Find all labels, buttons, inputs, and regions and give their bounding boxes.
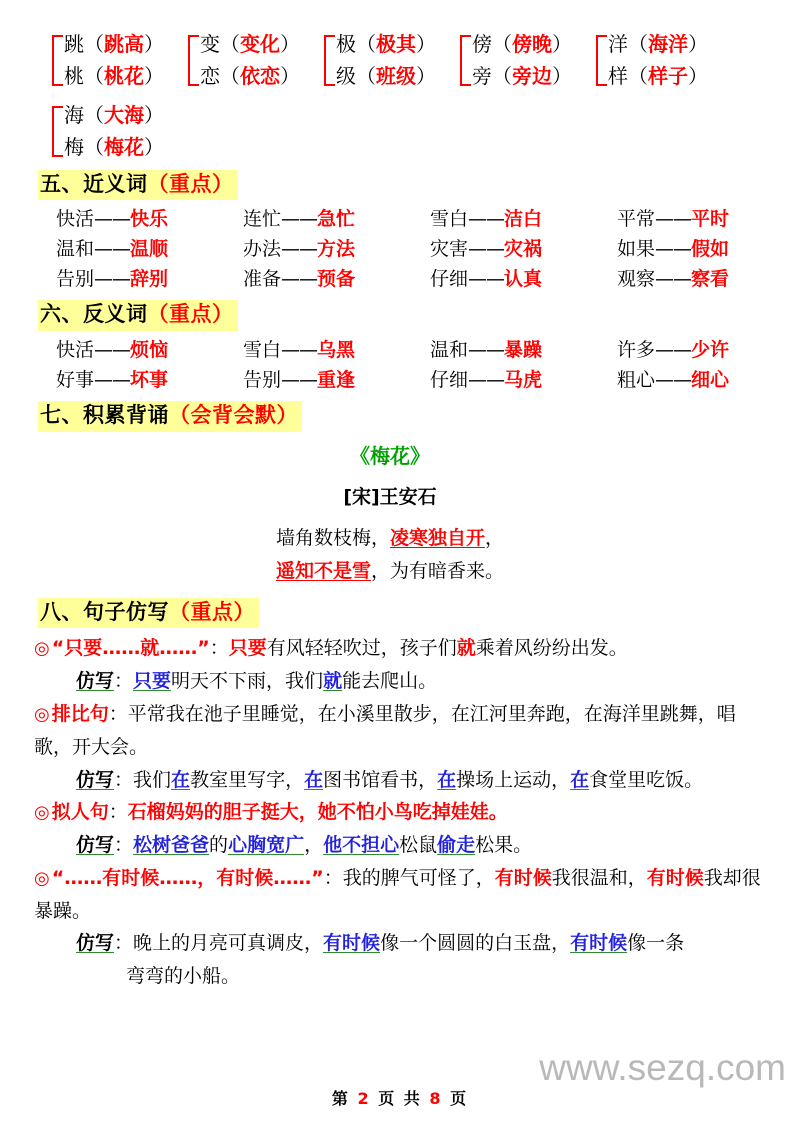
poem-title: 《梅花》 [350,443,430,468]
imitation-answer-segment: 在 [304,768,324,791]
poem-line-2-plain: ，为有暗香来。 [371,559,505,582]
imitation-example-segment: 我的脾气可怪了， [342,866,495,889]
bullet-icon: ◎ [34,638,50,660]
pair-bracket [596,35,607,86]
synonym-right-word: 方法 [317,238,356,261]
section-heading-synonyms-main: 五、近义词 [40,171,148,196]
antonym-right-word: 细心 [691,369,730,392]
pair-word: 大海 [104,102,144,127]
imitation-answer-label: 仿写 [76,670,115,693]
antonym-left-word: 告别 [243,369,282,392]
section-recitation-header [38,401,770,432]
imitation-answer-line [76,829,770,862]
paren-open: （ [84,32,104,56]
synonym-dash: —— [94,238,131,261]
imitation-answer-colon: ： [114,932,134,955]
section-antonyms-header [38,300,770,331]
imitation-answer-line [76,764,770,797]
imitation-answer-colon: ： [114,834,134,857]
character-pair-group [460,28,572,93]
imitation-example-segment: 我很温和， [551,866,647,889]
character-pair-line [472,28,572,60]
synonym-right-word: 快乐 [130,208,169,231]
synonym-pair [243,264,430,294]
imitation-answer-line [76,665,770,698]
synonym-row [56,234,770,264]
paren-close: ） [688,64,708,89]
synonym-right-word: 平时 [691,208,730,231]
antonym-left-word: 温和 [430,339,469,362]
synonym-row [56,204,770,234]
imitation-example-segment: 有时候 [646,866,704,889]
imitation-pattern-label: “……有时候……，有时候……” [51,866,324,889]
antonym-pair [617,335,800,365]
synonym-left-word: 雪白 [430,208,469,231]
synonym-right-word: 察看 [691,268,730,291]
imitation-separator: ： [108,702,128,725]
pair-bracket [324,35,335,86]
synonym-right-word: 假如 [691,238,730,261]
section-heading-antonyms-note: （重点） [147,302,234,327]
synonym-right-word: 洁白 [504,208,543,231]
pair-word: 样子 [648,64,688,89]
paren-close: ） [688,32,708,56]
character-pairs-section [30,28,770,164]
imitation-example-line [34,862,770,928]
synonym-dash: —— [94,208,131,231]
paren-close: ） [144,135,164,160]
synonym-right-word: 温顺 [130,238,169,261]
character-pair-group [52,28,164,93]
character-pair-line [64,131,164,163]
bullet-icon: ◎ [34,802,50,824]
imitation-answer-segment: 有时候 [570,932,628,955]
pair-base-character: 级 [336,64,356,89]
imitation-answer-segment: 松树爸爸 [133,834,210,857]
imitation-example-segment: 就 [456,637,476,660]
footer-prefix: 第 [331,1089,350,1108]
imitation-example-line [34,632,770,665]
pair-lines [200,28,300,93]
synonym-left-word: 快活 [56,208,95,231]
imitation-example-line [34,698,770,764]
antonym-left-word: 许多 [617,339,656,362]
section-heading-imitation [38,598,259,629]
antonym-dash: —— [94,339,131,362]
synonym-row [56,264,770,294]
antonym-dash: —— [468,369,505,392]
antonym-pair [56,365,243,395]
imitation-answer-colon: ： [114,670,134,693]
synonym-right-word: 预备 [317,268,356,291]
site-watermark: www.sezq.com [539,1047,786,1088]
pair-base-character: 变 [200,32,220,56]
bullet-icon: ◎ [34,867,50,889]
imitation-example-segment: 乘着风纷纷出发。 [475,637,628,660]
pair-base-character: 旁 [472,64,492,89]
imitation-answer-continuation: 弯弯的小船。 [126,965,241,988]
paren-open: （ [356,64,376,89]
antonym-right-word: 马虎 [504,369,543,392]
synonym-left-word: 温和 [56,238,95,261]
pair-word: 变化 [240,32,280,56]
character-pair-group [52,99,164,164]
imitation-answer-segment: 心胸宽广 [228,834,305,857]
character-pair-line [608,28,708,60]
imitation-pattern-label: “只要……就……” [51,637,210,660]
imitation-answer-label: 仿写 [76,768,115,791]
poem-block [30,440,770,588]
antonym-right-word: 重逢 [317,369,356,392]
character-pair-group [188,28,300,93]
synonym-pair [430,234,617,264]
imitation-answer-segment: 晚上的月亮可真调皮， [133,932,324,955]
imitation-answer-segment: 能去爬山。 [342,670,438,693]
pair-lines [472,28,572,93]
imitation-answer-segment: 操场上运动， [456,768,571,791]
paren-close: ） [280,64,300,89]
paren-open: （ [84,102,104,127]
synonym-left-word: 告别 [56,268,95,291]
pair-word: 桃花 [104,64,144,89]
paren-close: ） [552,64,572,89]
antonym-dash: —— [655,339,692,362]
poem-line-1 [10,522,770,555]
poem-author: [宋]王安石 [343,485,437,508]
synonym-pair [243,234,430,264]
imitation-example-line [34,796,770,829]
section-heading-recitation [38,401,302,432]
pair-base-character: 傍 [472,32,492,56]
pair-base-character: 样 [608,64,628,89]
imitation-answer-segment: 食堂里吃饭。 [589,768,704,791]
synonym-right-word: 认真 [504,268,543,291]
synonym-pair [56,234,243,264]
pair-word: 极其 [376,32,416,56]
synonym-dash: —— [94,268,131,291]
imitation-example-segment: 平常我在池子里睡觉，在小溪里散步，在江河里奔跑，在海洋里跳舞，唱歌，开大会。 [34,702,736,758]
antonyms-grid [56,335,770,395]
synonym-dash: —— [655,238,692,261]
synonym-right-word: 辞别 [130,268,169,291]
section-heading-imitation-note: （重点） [169,599,255,624]
antonym-row [56,365,770,395]
synonym-dash: —— [281,268,318,291]
antonym-row [56,335,770,365]
synonym-dash: —— [468,208,505,231]
synonym-dash: —— [281,208,318,231]
synonym-pair [430,264,617,294]
synonym-pair [617,264,800,294]
imitation-answer-colon: ： [114,768,134,791]
character-pair-line [608,60,708,92]
synonym-left-word: 观察 [617,268,656,291]
imitation-answer-segment: 有时候 [323,932,381,955]
pair-base-character: 海 [64,102,84,127]
paren-close: ） [144,32,164,56]
synonym-pair [430,204,617,234]
character-pair-line [336,60,436,92]
synonym-left-word: 连忙 [243,208,282,231]
imitation-answer-segment: 他不担心 [323,834,400,857]
imitation-answer-segment: 像一条 [627,932,685,955]
footer-mid: 页 共 [378,1089,422,1108]
paren-close: ） [416,32,436,56]
section-heading-imitation-main: 八、句子仿写 [40,599,169,624]
pair-bracket [460,35,471,86]
section-heading-recitation-main: 七、积累背诵 [40,403,169,428]
antonym-pair [243,365,430,395]
character-pair-line [64,28,164,60]
footer-page-number: 2 [357,1089,371,1108]
poem-line-1-plain-a: 墙角数枝梅， [275,527,390,550]
paren-open: （ [356,32,376,56]
imitation-answer-segment: 只要 [133,670,172,693]
character-pair-line [472,60,572,92]
synonym-pair [243,204,430,234]
synonym-dash: —— [468,268,505,291]
antonym-left-word: 仔细 [430,369,469,392]
imitation-answer-segment: 偷走 [437,834,476,857]
paren-close: ） [144,102,164,127]
paren-close: ） [416,64,436,89]
paren-open: （ [220,64,240,89]
synonym-right-word: 灾祸 [504,238,543,261]
footer-suffix: 页 [450,1089,469,1108]
section-synonyms-header [38,170,770,201]
section-heading-recitation-note: （会背会默） [169,403,298,428]
antonym-pair [243,335,430,365]
imitation-answer-segment: 松果。 [475,834,533,857]
pair-word: 依恋 [240,64,280,89]
imitation-answer-label: 仿写 [76,932,115,955]
paren-open: （ [628,64,648,89]
pair-lines [64,99,164,164]
pair-base-character: 桃 [64,64,84,89]
section-heading-synonyms [38,170,238,201]
section-heading-antonyms [38,300,238,331]
imitation-answer-segment: 像一个圆圆的白玉盘， [380,932,571,955]
synonym-left-word: 平常 [617,208,656,231]
character-pair-line [64,60,164,92]
paren-open: （ [84,135,104,160]
poem-line-2 [10,555,770,588]
character-pairs-row [52,28,770,93]
imitation-items [30,632,770,993]
antonym-right-word: 坏事 [130,369,169,392]
synonym-dash: —— [281,238,318,261]
imitation-answer-segment: 明天不下雨，我们 [171,670,324,693]
paren-close: ） [552,32,572,56]
antonym-dash: —— [281,339,318,362]
pair-lines [64,28,164,93]
bullet-icon: ◎ [34,703,50,725]
paren-open: （ [220,32,240,56]
page-footer [0,1086,800,1109]
antonym-pair [56,335,243,365]
imitation-answer-segment: 我们 [133,768,172,791]
antonym-left-word: 粗心 [617,369,656,392]
character-pair-group [324,28,436,93]
imitation-answer-segment: 在 [437,768,457,791]
antonym-left-word: 雪白 [243,339,282,362]
antonym-pair [617,365,800,395]
antonym-dash: —— [655,369,692,392]
synonym-left-word: 仔细 [430,268,469,291]
section-imitation-header [38,598,770,629]
pair-bracket [52,106,63,157]
antonym-left-word: 好事 [56,369,95,392]
antonym-right-word: 少许 [691,339,730,362]
pair-bracket [52,35,63,86]
synonym-right-word: 急忙 [317,208,356,231]
poem-line-1-emphasis: 凌寒独自开 [389,527,485,550]
footer-total-pages: 8 [429,1089,443,1108]
imitation-answer-segment: 松鼠 [399,834,438,857]
character-pair-line [200,60,300,92]
imitation-answer-label: 仿写 [76,834,115,857]
imitation-separator: ： [209,637,229,660]
antonym-pair [430,365,617,395]
synonym-pair [56,264,243,294]
paren-open: （ [492,32,512,56]
synonym-left-word: 办法 [243,238,282,261]
pair-word: 跳高 [104,32,144,56]
antonym-dash: —— [468,339,505,362]
synonym-dash: —— [468,238,505,261]
paren-close: ） [280,32,300,56]
paren-open: （ [84,64,104,89]
paren-open: （ [628,32,648,56]
imitation-pattern-label: 拟人句 [51,801,109,824]
imitation-example-segment: 有风轻轻吹过，孩子们 [266,637,457,660]
paren-open: （ [492,64,512,89]
pair-base-character: 洋 [608,32,628,56]
character-pair-line [64,99,164,131]
synonym-pair [617,234,800,264]
synonym-left-word: 灾害 [430,238,469,261]
pair-base-character: 极 [336,32,356,56]
synonym-left-word: 准备 [243,268,282,291]
antonym-dash: —— [281,369,318,392]
antonym-left-word: 快活 [56,339,95,362]
pair-word: 海洋 [648,32,688,56]
imitation-answer-segment: 图书馆看书， [323,768,438,791]
paren-close: ） [144,64,164,89]
character-pair-line [336,28,436,60]
antonym-dash: —— [94,369,131,392]
synonym-pair [56,204,243,234]
character-pair-line [200,28,300,60]
section-heading-antonyms-main: 六、反义词 [40,302,148,327]
imitation-answer-segment: 在 [570,768,590,791]
pair-lines [336,28,436,93]
antonym-right-word: 暴躁 [504,339,543,362]
imitation-answer-segment: 的 [209,834,229,857]
pair-base-character: 梅 [64,135,84,160]
pair-word: 班级 [376,64,416,89]
section-heading-synonyms-note: （重点） [147,171,234,196]
pair-base-character: 跳 [64,32,84,56]
pair-word: 傍晚 [512,32,552,56]
character-pair-group [596,28,708,93]
imitation-separator: ： [323,866,343,889]
imitation-answer-line [76,927,770,960]
imitation-answer-segment: 在 [171,768,191,791]
pair-base-character: 恋 [200,64,220,89]
synonym-pair [617,204,800,234]
character-pairs-row [52,99,770,164]
imitation-separator: ： [108,801,128,824]
imitation-pattern-label: 排比句 [51,702,109,725]
poem-line-2-emphasis: 遥知不是雪 [275,559,371,582]
antonym-right-word: 烦恼 [130,339,169,362]
antonym-pair [430,335,617,365]
imitation-answer-segment: ， [304,834,324,857]
pair-lines [608,28,708,93]
pair-bracket [188,35,199,86]
antonym-right-word: 乌黑 [317,339,356,362]
imitation-example-segment: 有时候 [494,866,552,889]
pair-word: 梅花 [104,135,144,160]
imitation-answer-segment: 就 [323,670,343,693]
synonyms-grid [56,204,770,294]
imitation-answer-segment: 教室里写字， [190,768,305,791]
imitation-example-segment: 石榴妈妈的胆子挺大，她不怕小鸟吃掉娃娃。 [127,801,508,824]
synonym-dash: —— [655,208,692,231]
synonym-dash: —— [655,268,692,291]
imitation-example-segment: 只要 [228,637,267,660]
pair-word: 旁边 [512,64,552,89]
synonym-left-word: 如果 [617,238,656,261]
imitation-example-segment: 我却很暴躁。 [34,866,761,922]
poem-line-1-plain-b: ， [485,527,505,550]
